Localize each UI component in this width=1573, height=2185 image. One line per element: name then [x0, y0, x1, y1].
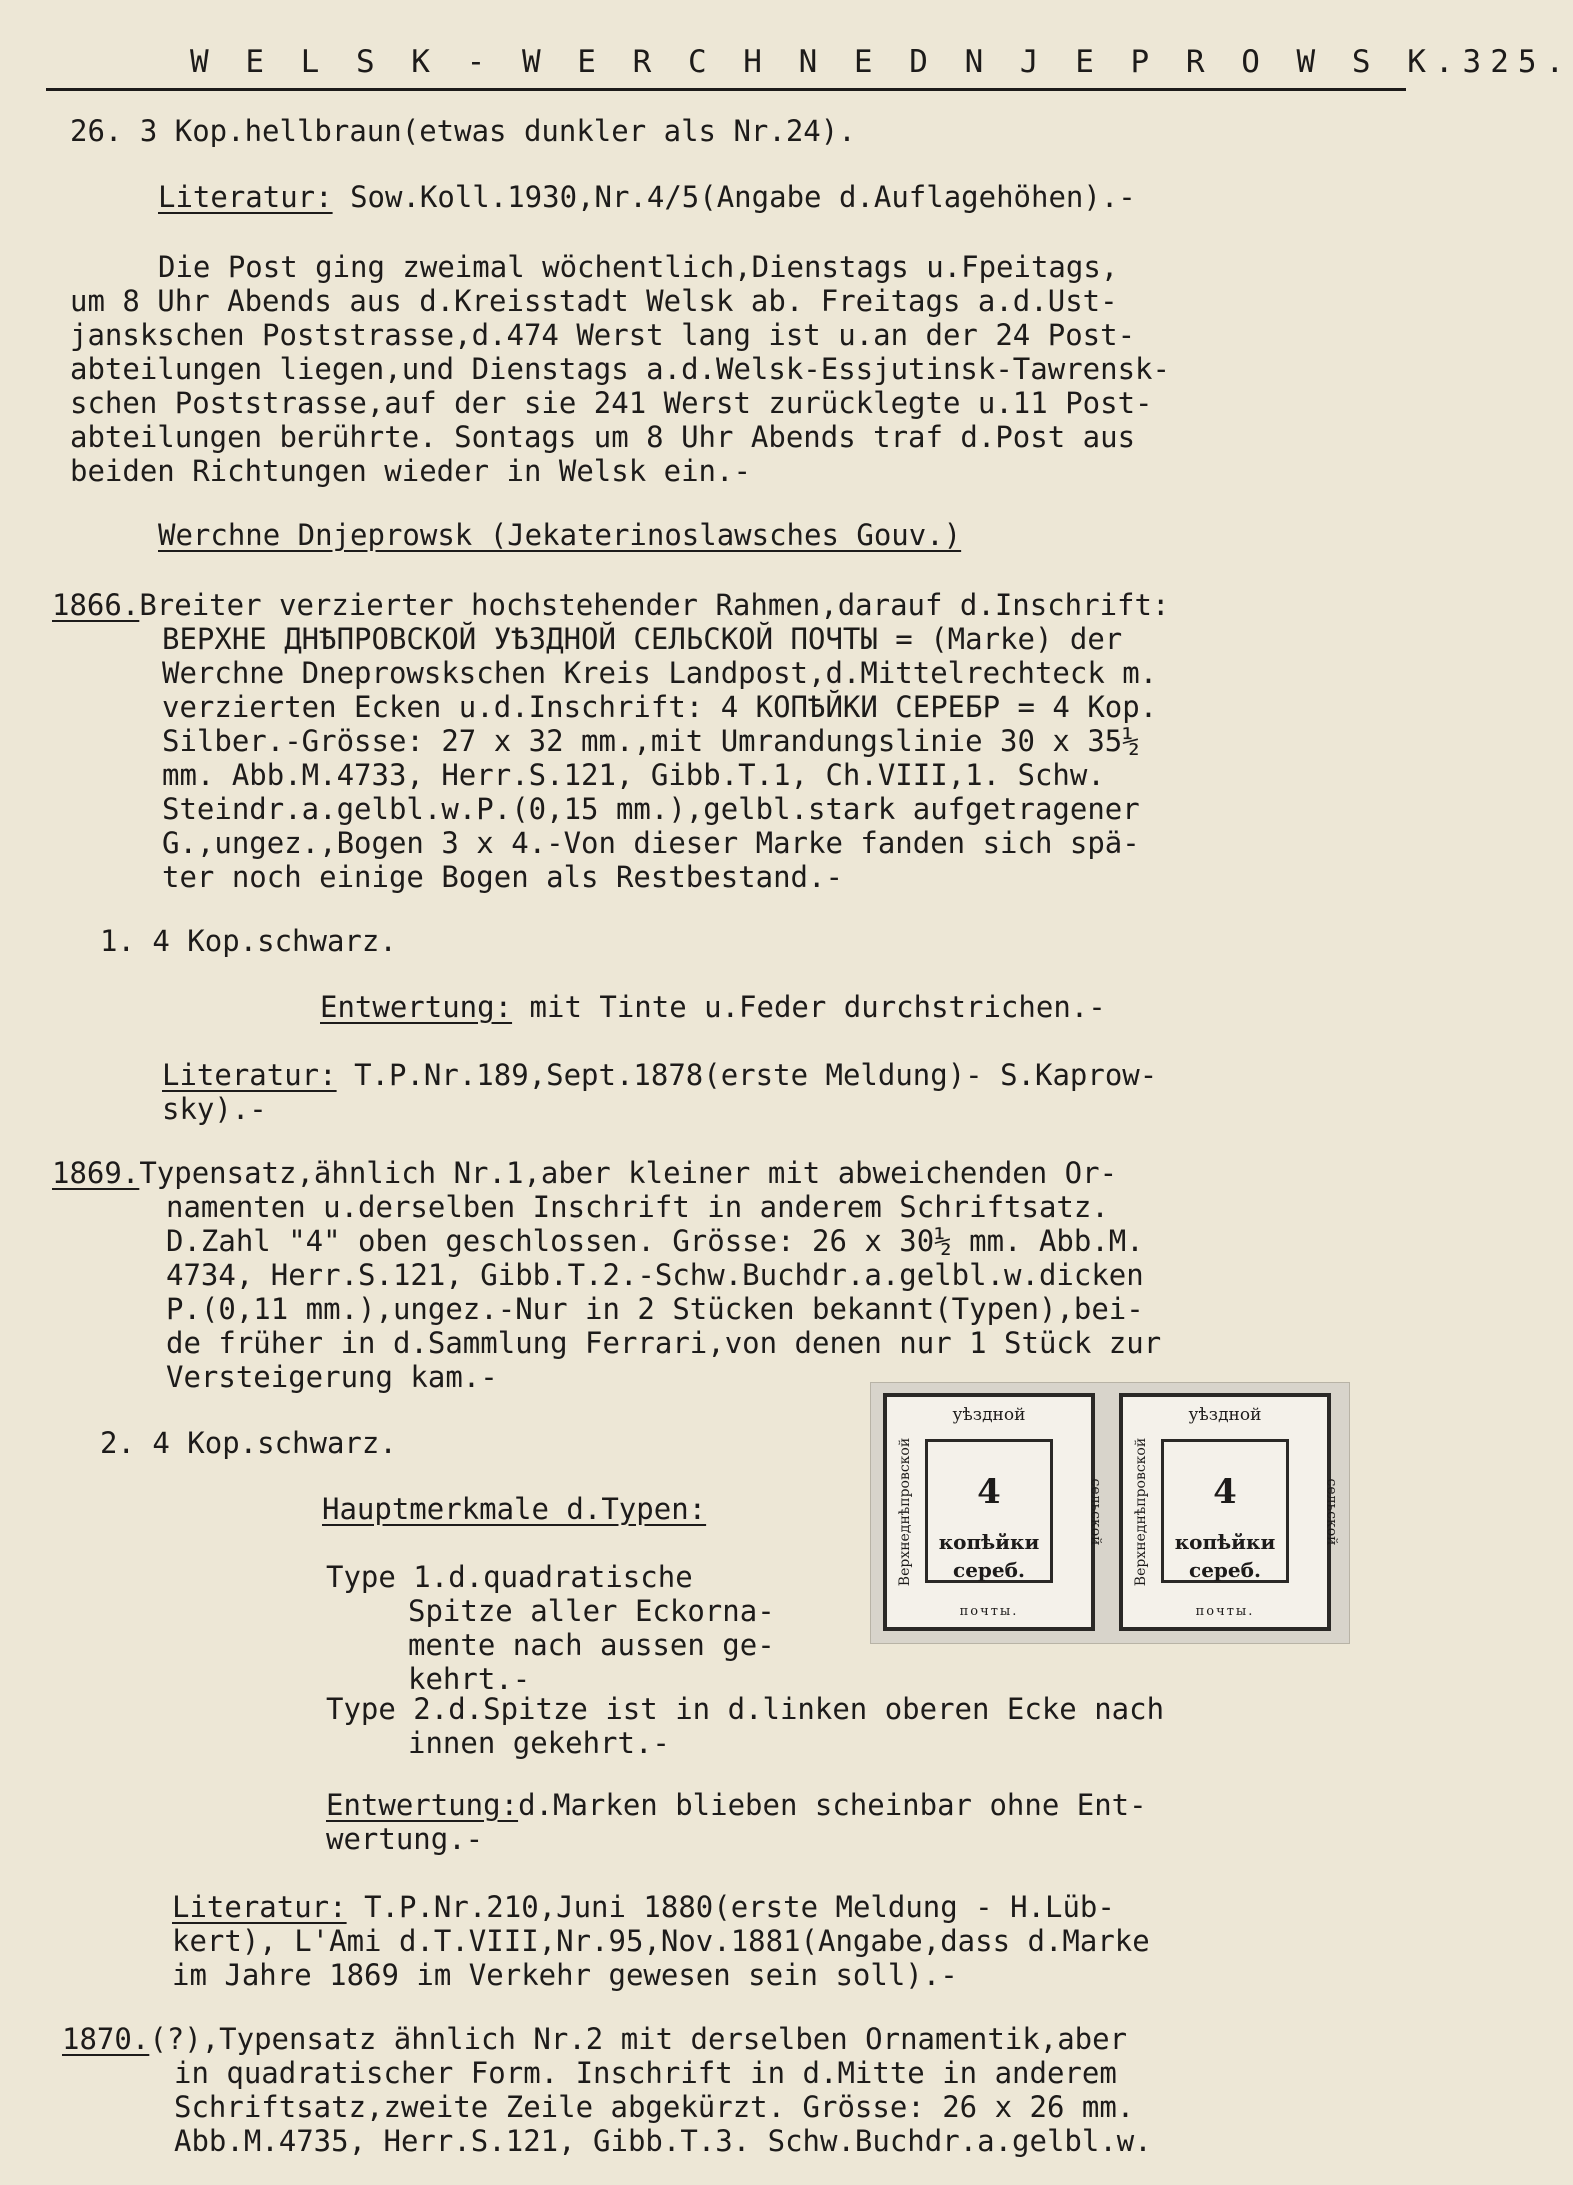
- text-line: ВЕРХНЕ ДНѢПРОВСКОЙ УѢЗДНОЙ СЕЛЬСКОЙ ПОЧТЫ = (Marke) der: [162, 622, 1123, 656]
- section-heading: Werchne Dnjeprowsk (Jekaterinoslawsches Gouv.): [158, 518, 962, 552]
- text-line: kehrt.-: [408, 1662, 531, 1696]
- text-line: Abb.M.4735, Herr.S.121, Gibb.T.3. Schw.Buchdr.a.gelbl.w.: [174, 2124, 1152, 2158]
- text-line: abteilungen berührte. Sontags um 8 Uhr Abends traf d.Post aus: [70, 420, 1136, 454]
- header-title: W E L S K - W E R C H N E D N J E P R O W S K.: [190, 44, 1463, 80]
- text-line: Versteigerung kam.-: [166, 1360, 498, 1394]
- stamp-ser: сереб.: [1189, 1558, 1261, 1582]
- text-line: Type 2.d.Spitze ist in d.linken oberen Ecke nach: [326, 1692, 1165, 1726]
- text-line: schen Poststrasse,auf der sie 241 Werst zurücklegte u.11 Post-: [70, 386, 1153, 420]
- stamp-value: 4: [1213, 1472, 1237, 1512]
- text-line: namenten u.derselben Inschrift in anderem Schriftsatz.: [166, 1190, 1109, 1224]
- entwertung-line: [326, 1788, 1147, 1822]
- text: (?),Typensatz ähnlich Nr.2 mit derselben Ornamentik,aber: [149, 2022, 1128, 2056]
- year-1866: 1866.: [52, 588, 140, 622]
- text-line: kert), L'Ami d.T.VIII,Nr.95,Nov.1881(Angabe,dass d.Marke: [172, 1924, 1150, 1958]
- text-line: im Jahre 1869 im Verkehr gewesen sein soll).-: [172, 1958, 958, 1992]
- stamp-type-2: [1119, 1393, 1340, 1631]
- entwertung-text: mit Tinte u.Feder durchstrichen.-: [529, 990, 1106, 1024]
- literatur-line: [172, 1890, 1115, 1924]
- text-line: 4734, Herr.S.121, Gibb.T.2.-Schw.Buchdr.a.gelbl.w.dicken: [166, 1258, 1144, 1292]
- text: Breiter verzierter hochstehender Rahmen,darauf d.Inschrift:: [139, 588, 1170, 622]
- page-number: 325.: [1462, 44, 1573, 80]
- stamp-top-text: уѣздной: [1188, 1405, 1262, 1425]
- entry-1866-line: [52, 588, 1169, 622]
- year-1870: 1870.: [62, 2022, 150, 2056]
- text-line: Werchne Dneprowskschen Kreis Landpost,d.Mittelrechteck m.: [162, 656, 1158, 690]
- stamp-images: [870, 1382, 1350, 1644]
- literatur-text: T.P.Nr.210,Juni 1880(erste Meldung - H.Lüb-: [364, 1890, 1115, 1924]
- stamp-right-text: сельской: [1087, 1478, 1104, 1546]
- text-line: Type 1.d.quadratische: [326, 1560, 693, 1594]
- text-line: mm. Abb.M.4733, Herr.S.121, Gibb.T.1, Ch.VIII,1. Schw.: [162, 758, 1105, 792]
- text-line: janskschen Poststrasse,d.474 Werst lang ist u.an der 24 Post-: [70, 318, 1136, 352]
- text-line: wertung.-: [326, 1822, 484, 1856]
- text-line: Steindr.a.gelbl.w.P.(0,15 mm.),gelbl.stark aufgetragener: [162, 792, 1140, 826]
- stamp-kop: копѣйки: [938, 1530, 1040, 1554]
- literatur-text: T.P.Nr.189,Sept.1878(erste Meldung)- S.Kaprow-: [354, 1058, 1158, 1092]
- entwertung-line: [320, 990, 1106, 1024]
- text-line: de früher in d.Sammlung Ferrari,von denen nur 1 Stück zur: [166, 1326, 1162, 1360]
- entwertung-text: d.Marken blieben scheinbar ohne Ent-: [518, 1788, 1147, 1822]
- text-line: mente nach aussen ge-: [408, 1628, 775, 1662]
- stamp-center-frame: [1161, 1439, 1289, 1583]
- stamp-type-1: [883, 1393, 1104, 1631]
- item-1: 1. 4 Kop.schwarz.: [100, 924, 397, 958]
- stamp-ser: сереб.: [953, 1558, 1025, 1582]
- text-line: D.Zahl "4" oben geschlossen. Grösse: 26 x 30½ mm. Abb.M.: [166, 1224, 1144, 1258]
- entry-1870-line: [62, 2022, 1127, 2056]
- header-rule: [46, 88, 1406, 91]
- text-line: innen gekehrt.-: [408, 1726, 670, 1760]
- literatur-line: [162, 1058, 1157, 1092]
- text-line: verzierten Ecken u.d.Inschrift: 4 КОПѢЙКИ СЕРЕБР = 4 Kop.: [162, 690, 1158, 724]
- text-line: ter noch einige Bogen als Restbestand.-: [162, 860, 843, 894]
- stamp-top-text: уѣздной: [952, 1405, 1026, 1425]
- text-line: um 8 Uhr Abends aus d.Kreisstadt Welsk ab. Freitags a.d.Ust-: [70, 284, 1118, 318]
- stamp-center-frame: [925, 1439, 1053, 1583]
- entwertung-label: Entwertung:: [326, 1788, 519, 1822]
- literatur-line: [158, 180, 1136, 214]
- entry-26: 26. 3 Kop.hellbraun(etwas dunkler als Nr.24).: [70, 114, 856, 148]
- text-line: beiden Richtungen wieder in Welsk ein.-: [70, 454, 751, 488]
- page-header: [190, 44, 1573, 80]
- types-heading: Hauptmerkmale d.Typen:: [322, 1492, 707, 1526]
- text-line: G.,ungez.,Bogen 3 x 4.-Von dieser Marke fanden sich spä-: [162, 826, 1140, 860]
- stamp-value: 4: [977, 1472, 1001, 1512]
- text-line: abteilungen liegen,und Dienstags a.d.Welsk-Essjutinsk-Tawrensk-: [70, 352, 1170, 386]
- text-line: in quadratischer Form. Inschrift in d.Mitte in anderem: [174, 2056, 1117, 2090]
- item-2: 2. 4 Kop.schwarz.: [100, 1426, 397, 1460]
- stamp-left-text: Верхнеднѣпровской: [897, 1437, 914, 1587]
- text-line: Die Post ging zweimal wöchentlich,Dienstags u.Fpeitags,: [158, 250, 1119, 284]
- stamp-right-text: сельской: [1323, 1478, 1340, 1546]
- text-line: Schriftsatz,zweite Zeile abgekürzt. Grösse: 26 x 26 mm.: [174, 2090, 1135, 2124]
- text-line: P.(0,11 mm.),ungez.-Nur in 2 Stücken bekannt(Typen),bei-: [166, 1292, 1144, 1326]
- year-1869: 1869.: [52, 1156, 140, 1190]
- text-line: sky).-: [162, 1092, 267, 1126]
- literatur-label: Literatur:: [162, 1058, 337, 1092]
- literatur-label: Literatur:: [158, 180, 333, 214]
- text: Typensatz,ähnlich Nr.1,aber kleiner mit abweichenden Or-: [139, 1156, 1118, 1190]
- stamp-bottom-text: почты.: [959, 1604, 1019, 1619]
- stamp-kop: копѣйки: [1174, 1530, 1276, 1554]
- entwertung-label: Entwertung:: [320, 990, 513, 1024]
- stamp-bottom-text: почты.: [1195, 1604, 1255, 1619]
- literatur-text: Sow.Koll.1930,Nr.4/5(Angabe d.Auflagehöhen).-: [350, 180, 1136, 214]
- entry-1869-line: [52, 1156, 1117, 1190]
- stamp-left-text: Верхнеднѣпровской: [1133, 1437, 1150, 1587]
- literatur-label: Literatur:: [172, 1890, 347, 1924]
- text-line: Spitze aller Eckorna-: [408, 1594, 775, 1628]
- text-line: Silber.-Grösse: 27 x 32 mm.,mit Umrandungslinie 30 x 35½: [162, 724, 1140, 758]
